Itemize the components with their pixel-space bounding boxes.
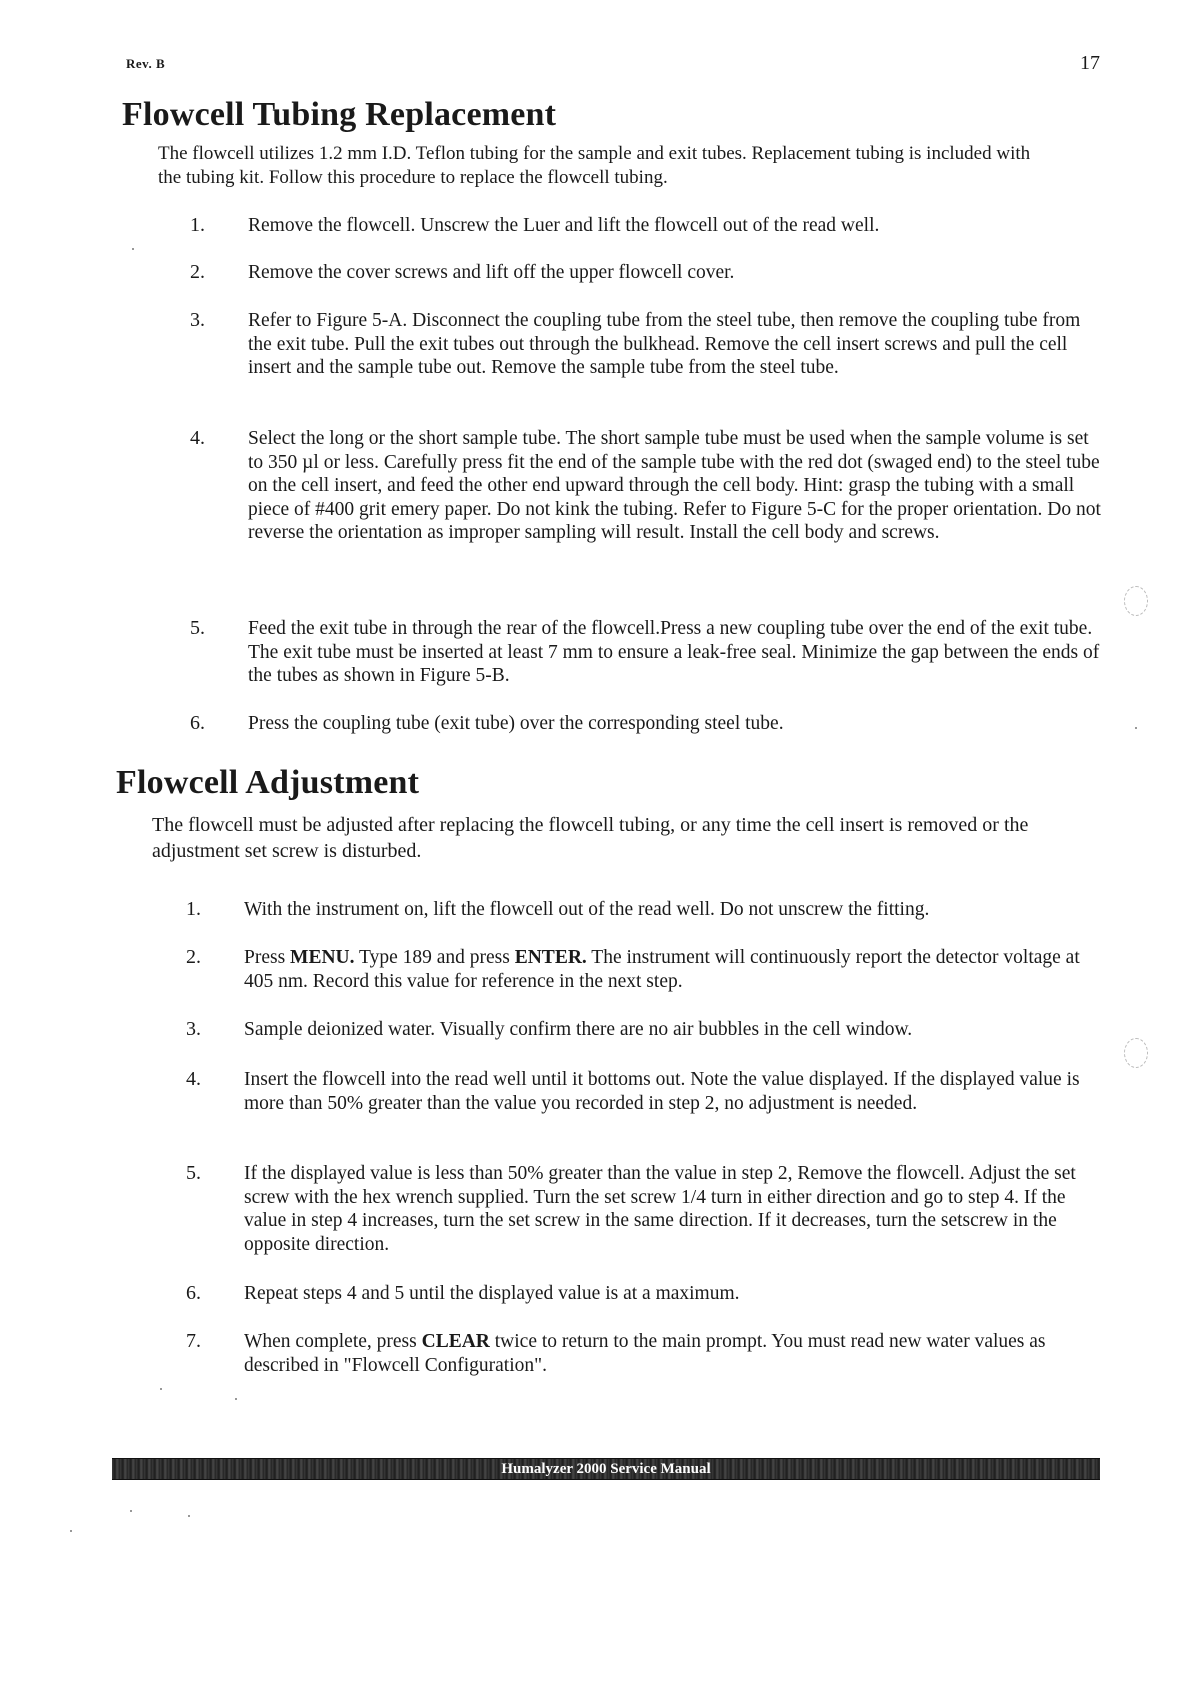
step-text: Press the coupling tube (exit tube) over the corresponding steel tube.	[248, 713, 784, 734]
step-number: 5.	[190, 617, 205, 639]
step-text-part: twice to return to the main prompt. You must read new water values as described in "Flowcell Configuration".	[244, 1331, 1046, 1376]
revision-label: Rev. B	[126, 56, 166, 71]
section-title-tubing-replacement: Flowcell Tubing Replacement	[122, 96, 557, 133]
scan-speck	[188, 1515, 190, 1517]
footer-title: Humalyzer 2000 Service Manual	[501, 1461, 711, 1477]
clear-key-label: CLEAR	[421, 1331, 490, 1352]
page-number: 17	[1080, 52, 1100, 74]
section-title-flowcell-adjustment: Flowcell Adjustment	[116, 764, 420, 801]
step-number: 6.	[190, 712, 205, 734]
step-text: Repeat steps 4 and 5 until the displayed value is at a maximum.	[244, 1283, 740, 1304]
scan-speck	[130, 1510, 132, 1512]
scan-speck	[1135, 727, 1137, 729]
step-number: 5.	[186, 1162, 201, 1184]
step-text: Sample deionized water. Visually confirm there are no air bubbles in the cell window.	[244, 1019, 913, 1040]
step-text: Insert the flowcell into the read well until it bottoms out. Note the value displayed. If the displayed value is more than 50% greater than the value you recorded in step 2, no adjustment is needed.	[244, 1069, 1080, 1114]
step-number: 3.	[186, 1018, 201, 1040]
step-number: 1.	[190, 214, 205, 236]
scan-speck	[132, 248, 134, 250]
step-text	[244, 946, 1094, 993]
step-text: Select the long or the short sample tube. The short sample tube must be used when the sample volume is set to 350 µl or less. Carefully press fit the end of the sample tube with the red dot (swaged end) to the steel tube on the cell insert, and feed the other end upward through the cell body. Hint: grasp the tubing with a small piece of #400 grit emery paper. Do not kink the tubing. Refer to Figure 5-C for the proper orientation. Do not reverse the orientation as improper sampling will result. Install the cell body and screws.	[248, 428, 1101, 543]
step-number: 7.	[186, 1330, 201, 1352]
section-intro-tubing-replacement: The flowcell utilizes 1.2 mm I.D. Teflon tubing for the sample and exit tubes. Replacement tubing is included with the tubing kit. Follow this procedure to replace the flowcell tubing.	[158, 143, 1031, 188]
step-text: Remove the flowcell. Unscrew the Luer and lift the flowcell out of the read well.	[248, 215, 880, 236]
step-text: If the displayed value is less than 50% greater than the value in step 2, Remove the flowcell. Adjust the set screw with the hex wrench supplied. Turn the set screw 1/4 turn in either direction and go to step 4. If the value in step 4 increases, turn the set screw in the same direction. If it decreases, turn the setscrew in the opposite direction.	[244, 1163, 1076, 1255]
step-text	[244, 1330, 1104, 1377]
step-text-part: Type 189 and press	[354, 947, 515, 968]
step-text: With the instrument on, lift the flowcell out of the read well. Do not unscrew the fitting.	[244, 899, 930, 920]
step-number: 4.	[186, 1068, 201, 1090]
step-text: Remove the cover screws and lift off the upper flowcell cover.	[248, 262, 735, 283]
step-text-part: The instrument will continuously report the detector voltage at 405 nm. Record this value for reference in the next step.	[244, 947, 1080, 992]
scan-speck	[70, 1530, 72, 1532]
step-number: 1.	[186, 898, 201, 920]
footer-bar	[112, 1458, 1100, 1480]
scan-speck	[235, 1398, 237, 1400]
scan-speck	[160, 1388, 162, 1390]
step-text-part: Press	[244, 947, 291, 968]
step-text-part: When complete, press	[244, 1331, 422, 1352]
step-text: Feed the exit tube in through the rear of the flowcell.Press a new coupling tube over the end of the exit tube. The exit tube must be inserted at least 7 mm to ensure a leak-free seal. Minimize the gap between the ends of the tubes as shown in Figure 5-B.	[248, 618, 1100, 686]
step-number: 6.	[186, 1282, 201, 1304]
section-intro-flowcell-adjustment: The flowcell must be adjusted after replacing the flowcell tubing, or any time the cell insert is removed or the adjustment set screw is disturbed.	[152, 814, 1029, 862]
punch-hole-mark	[1124, 586, 1148, 616]
step-number: 2.	[186, 946, 201, 968]
step-number: 2.	[190, 261, 205, 283]
enter-key-label: ENTER.	[514, 947, 587, 968]
punch-hole-mark	[1124, 1038, 1148, 1068]
step-text: Refer to Figure 5-A. Disconnect the coupling tube from the steel tube, then remove the coupling tube from the exit tube. Pull the exit tubes out through the bulkhead. Remove the cell insert screws and pull the cell insert and the sample tube out. Remove the sample tube from the steel tube.	[248, 310, 1081, 378]
menu-key-label: MENU.	[290, 947, 355, 968]
step-number: 4.	[190, 427, 205, 449]
step-number: 3.	[190, 309, 205, 331]
